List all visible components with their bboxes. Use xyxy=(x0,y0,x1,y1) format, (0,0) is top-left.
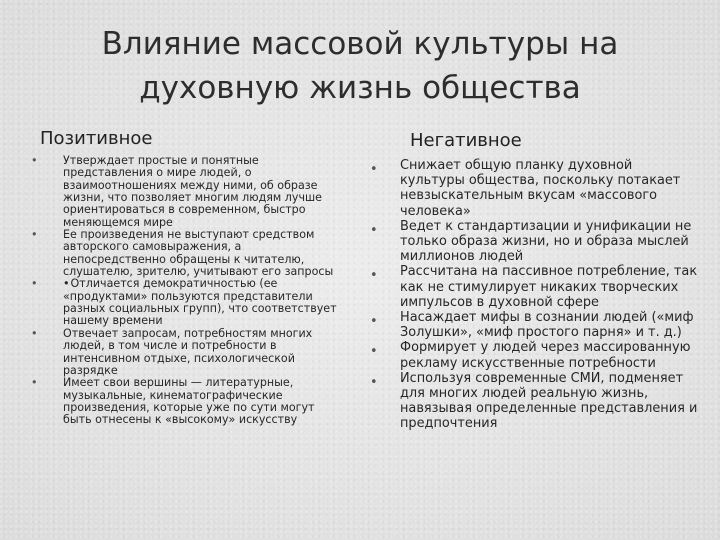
bullet-icon: • xyxy=(31,376,38,390)
positive-item-3-text: Отличается демократичностью (ее «продуктами» пользуются представители разных социальных групп), что соответствует нашему времени xyxy=(63,277,337,328)
negative-item-1-text: Снижает общую планку духовной культуры общества, поскольку потакает невзыскательным вкусам «массового человека» xyxy=(400,158,681,219)
positive-item-1-text: Утверждает простые и понятные представления о мире людей, о взаимоотношениях между ними, об образе жизни, что позволяет многим людям лучше ориентироваться в современном, быстро меняющемся мире xyxy=(63,154,322,229)
bullet-icon: • xyxy=(370,222,378,238)
positive-list xyxy=(28,155,338,427)
negative-heading: Негативное xyxy=(410,130,522,151)
positive-item-5-text: Имеет свои вершины — литературные, музыкальные, кинематографические произведения, которые уже по сути могут быть отнесены к «высокому» искусству xyxy=(63,376,315,427)
bullet-icon: • xyxy=(370,344,378,360)
bullet-icon: • xyxy=(31,277,38,291)
negative-item-1 xyxy=(368,158,698,219)
slide-title-line-1: Влияние массовой культуры на xyxy=(101,26,619,62)
bullet-icon: • xyxy=(31,154,38,167)
negative-item-4 xyxy=(368,310,698,340)
negative-item-3 xyxy=(368,264,698,310)
slide-title xyxy=(0,22,720,110)
positive-item-3 xyxy=(28,278,338,327)
slide-title-line-2: духовную жизнь общества xyxy=(139,70,581,106)
negative-item-5-text: Формирует у людей через массированную рекламу искусственные потребности xyxy=(400,340,691,371)
bullet-icon: • xyxy=(370,314,378,330)
positive-item-5 xyxy=(28,377,338,426)
bullet-icon: • xyxy=(370,374,378,390)
positive-heading: Позитивное xyxy=(40,128,153,149)
negative-item-5 xyxy=(368,340,698,370)
negative-item-2 xyxy=(368,219,698,265)
negative-item-2-text: Ведет к стандартизации и унификации не только образа жизни, но и образа мыслей миллионов людей xyxy=(400,218,692,265)
positive-item-4-text: Отвечает запросам, потребностям многих людей, в том числе и потребности в интенсивном отдыхе, психологической разрядке xyxy=(63,326,313,377)
bullet-icon: • xyxy=(370,162,378,177)
negative-item-3-text: Рассчитана на пассивное потребление, так как не стимулирует никаких творческих импульсов в духовной сфере xyxy=(400,264,698,310)
bullet-icon: • xyxy=(31,326,38,340)
negative-list xyxy=(368,158,698,432)
positive-item-2-text: Ее произведения не выступают средством авторского самовыражения, а непосредственно обращены к читателю, слушателю, зрителю, учитывают его запросы xyxy=(63,228,334,279)
positive-item-1 xyxy=(28,155,338,229)
negative-item-6 xyxy=(368,371,698,432)
positive-item-2 xyxy=(28,229,338,278)
inline-bullet-icon: • xyxy=(63,277,70,291)
negative-item-6-text: Используя современные СМИ, подменяет для многих людей реальную жизнь, навязывая определенные представления и предпочтения xyxy=(400,370,698,432)
positive-item-4 xyxy=(28,328,338,377)
negative-item-4-text: Насаждает мифы в сознании людей («миф Золушки», «миф простого парня» и т. д.) xyxy=(400,310,694,341)
bullet-icon: • xyxy=(370,268,378,284)
bullet-icon: • xyxy=(31,228,38,242)
